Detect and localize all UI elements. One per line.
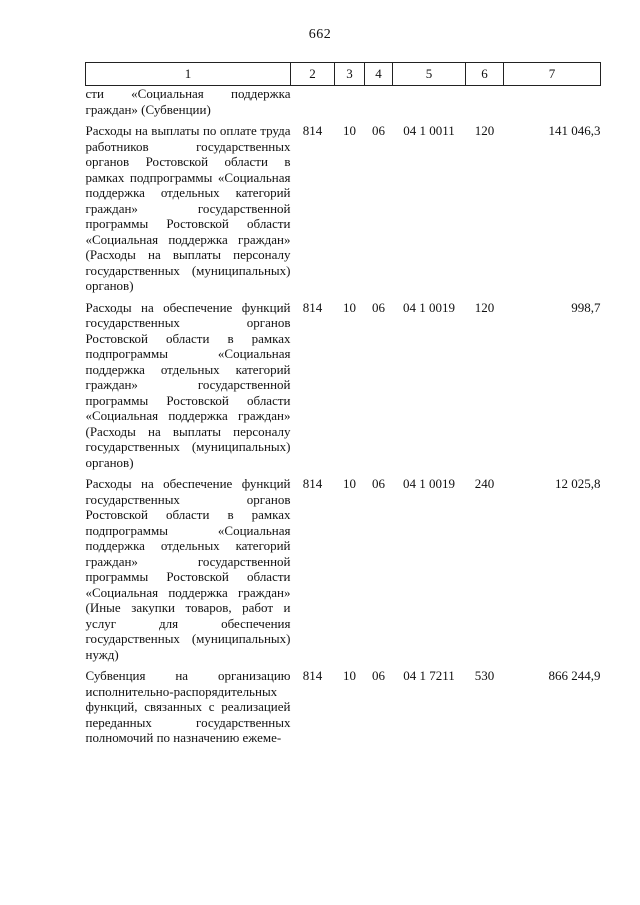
table-row xyxy=(86,300,601,471)
row-description: сти «Социальная поддержка граждан» (Субвенции) xyxy=(85,86,291,117)
row-amount: 12 025,8 xyxy=(555,476,601,491)
row-section: 10 xyxy=(343,668,356,683)
row-description: Расходы на обеспечение функций государственных органов Ростовской области в рамках подпрограммы «Социальная поддержка отдельных категорий граждан» государственной программы Ростовской области «Социальная поддержка граждан» (Иные закупки товаров, работ и услуг для обеспечения государственных (муниципальных) нужд) xyxy=(85,476,291,662)
row-amount: 141 046,3 xyxy=(548,123,601,138)
row-description: Расходы на обеспечение функций государственных органов Ростовской области в рамках подпрограммы «Социальная поддержка отдельных категорий граждан» государственной программы Ростовской области «Социальная поддержка граждан» (Расходы на выплаты персоналу государственных (муниципальных) органов) xyxy=(85,299,291,470)
column-header-4: 4 xyxy=(365,63,393,86)
budget-table xyxy=(85,62,601,746)
row-ministry-code: 814 xyxy=(302,476,323,491)
row-section: 10 xyxy=(343,476,356,491)
table-row xyxy=(86,86,601,118)
row-amount: 866 244,9 xyxy=(548,668,601,683)
row-ministry-code: 814 xyxy=(302,299,323,315)
row-target-article: 04 1 0011 xyxy=(403,123,455,138)
row-section: 10 xyxy=(343,123,356,138)
row-subsection: 06 xyxy=(372,123,385,138)
table-row xyxy=(86,123,601,294)
row-description: Расходы на выплаты по оплате труда работников государственных органов Ростовской области в рамках подпрограммы «Социальная поддержка отдельных категорий граждан» государственной программы Ростовской области «Социальная поддержка граждан» (Расходы на выплаты персоналу государственных (муниципальных) органов) xyxy=(85,123,291,293)
row-target-article: 04 1 0019 xyxy=(403,299,455,315)
row-expense-type: 240 xyxy=(474,476,495,491)
table-row xyxy=(86,476,601,662)
row-subsection: 06 xyxy=(372,668,385,683)
column-header-3: 3 xyxy=(335,63,365,86)
row-ministry-code: 814 xyxy=(302,123,323,138)
row-description: Субвенция на организацию исполнительно-распорядительных функций, связанных с реализацией переданных государственных полномочий по назначению ежеме- xyxy=(85,668,291,745)
table-header-row xyxy=(86,63,601,86)
row-ministry-code: 814 xyxy=(302,668,323,683)
row-expense-type xyxy=(466,86,504,118)
row-section: 10 xyxy=(343,299,356,315)
row-ministry-code xyxy=(291,86,335,118)
row-subsection: 06 xyxy=(372,476,385,491)
page-number: 662 xyxy=(308,27,332,42)
row-target-article xyxy=(393,86,466,118)
row-target-article: 04 1 0019 xyxy=(403,476,455,491)
table-row xyxy=(86,668,601,746)
column-header-6: 6 xyxy=(466,63,504,86)
row-subsection xyxy=(365,86,393,118)
row-expense-type: 530 xyxy=(474,668,495,683)
column-header-2: 2 xyxy=(291,63,335,86)
row-expense-type: 120 xyxy=(474,123,495,138)
row-amount: 998,7 xyxy=(571,299,601,315)
column-header-5: 5 xyxy=(393,63,466,86)
row-section xyxy=(335,86,365,118)
column-header-1: 1 xyxy=(86,63,291,86)
row-subsection: 06 xyxy=(372,299,385,315)
row-expense-type: 120 xyxy=(474,299,495,315)
column-header-7: 7 xyxy=(504,63,601,86)
row-target-article: 04 1 7211 xyxy=(403,668,455,683)
row-amount xyxy=(504,86,601,118)
